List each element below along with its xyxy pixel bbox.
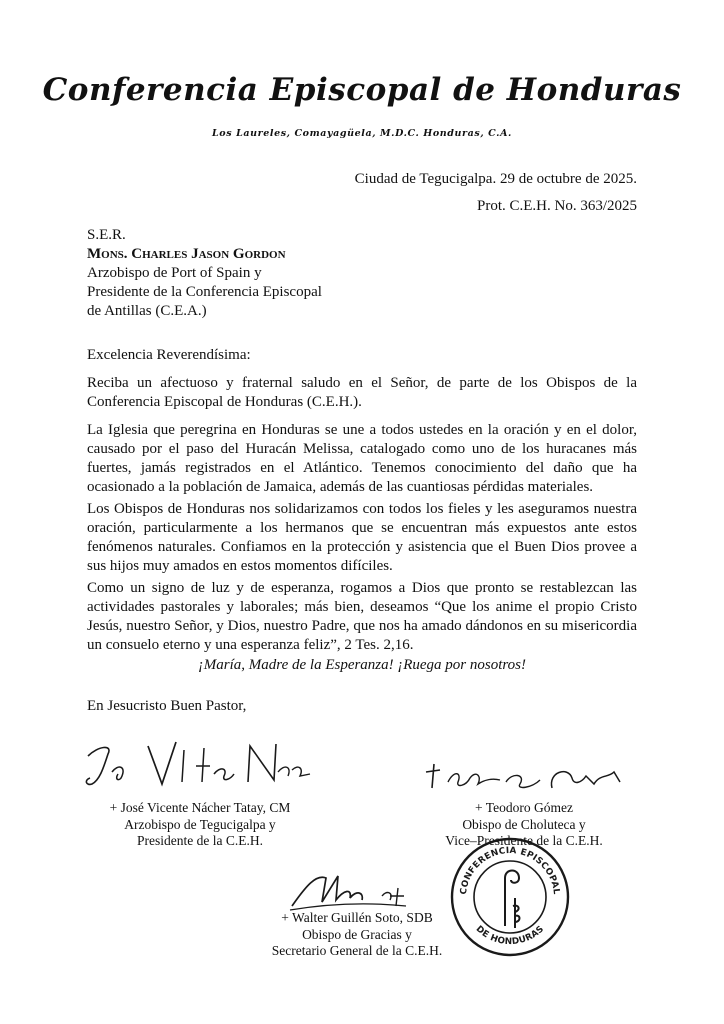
- recipient-block: [87, 226, 322, 321]
- signature-1-handwriting: [78, 736, 318, 796]
- signature-2-handwriting: [422, 758, 632, 798]
- signature-3-text: Walter: [286, 866, 289, 867]
- crozier-icon: [505, 871, 520, 929]
- recipient-name: Mons. Charles Jason Gordon: [87, 246, 286, 262]
- letterhead-title: Conferencia Episcopal de Honduras: [42, 72, 682, 108]
- paragraph-2: La Iglesia que peregrina en Honduras se une a todos ustedes en la oración y en el dolor, causado por el paso del Huracán Melissa, catalogado como uno de los huracanes más fuertes, jamás registrados en el Atlántico. Tenemos conocimiento del daño que ha ocasionado a la población de Jamaica, además de las cuantiosas pérdidas materiales.: [87, 422, 637, 495]
- signatory-3: [252, 910, 462, 960]
- paragraph-1: Reciba un afectuoso y fraternal saludo en el Señor, de parte de los Obispos de la Conferencia Episcopal de Honduras (C.E.H.).: [87, 375, 637, 410]
- signature-3-handwriting: [286, 866, 436, 916]
- signatory-2-title-1: Obispo de Choluteca y: [462, 816, 586, 832]
- signatory-1-name: + José Vicente Nácher Tatay, CM: [109, 800, 291, 815]
- signatory-2-title-2: Vice–Presidente de la C.E.H.: [445, 833, 603, 848]
- signature-1-text: José Vicente Nácher: [78, 736, 87, 737]
- signature-2-text: T. Gómez: [422, 758, 426, 759]
- signatory-3-name: + Walter Guillén Soto, SDB: [281, 910, 433, 925]
- salutation: Excelencia Reverendísima:: [87, 347, 251, 363]
- paragraph-4: Como un signo de luz y de esperanza, rogamos a Dios que pronto se restablezcan las actividades pastorales y laborales; más bien, deseamos “Que los anime el propio Cristo Jesús, nuestro Señor, y Dios, nuestro Padre, que nos ha amado dándonos en su misericordia un consuelo eterno y una esperanza feliz”, 2 Tes. 2,16.: [87, 580, 637, 653]
- place-date: Ciudad de Tegucigalpa. 29 de octubre de 2025.: [354, 171, 637, 187]
- paragraph-3: Los Obispos de Honduras nos solidarizamos con todos los fieles y les aseguramos nuestra oración, particularmente a los hermanos que se encuentran más expuestos ante estos fenómenos naturales. Confiamos en la protección y asistencia que el Buen Dios provee a sus hijos muy amados en estos momentos difíciles.: [87, 501, 637, 574]
- recipient-role-line-3: de Antillas (C.E.A.): [87, 303, 207, 319]
- svg-text:DE HONDURAS: [474, 924, 546, 947]
- episcopal-seal: [449, 836, 571, 958]
- recipient-role-line-2: Presidente de la Conferencia Episcopal: [87, 284, 322, 300]
- seal-bottom-text: DE HONDURAS: [473, 924, 547, 948]
- closing: En Jesucristo Buen Pastor,: [87, 698, 247, 714]
- recipient-honorific: S.E.R.: [87, 227, 126, 243]
- signatory-1: [84, 800, 316, 850]
- signatory-3-title-1: Obispo de Gracias y: [302, 926, 412, 942]
- seal-top-text: CONFERENCIA EPISCOPAL: [458, 845, 561, 896]
- protocol-number: Prot. C.E.H. No. 363/2025: [476, 198, 637, 214]
- signatory-2-name: + Teodoro Gómez: [475, 800, 573, 815]
- signatory-3-title-2: Secretario General de la C.E.H.: [271, 943, 443, 958]
- recipient-role-line-1: Arzobispo de Port of Spain y: [87, 265, 262, 281]
- invocation: ¡María, Madre de la Esperanza! ¡Ruega por nosotros!: [197, 657, 527, 673]
- signatory-1-title-1: Arzobispo de Tegucigalpa y: [124, 816, 276, 832]
- letterhead-address: Los Laureles, Comayagüela, M.D.C. Honduras, C.A.: [212, 128, 512, 139]
- signatory-1-title-2: Presidente de la C.E.H.: [137, 833, 263, 848]
